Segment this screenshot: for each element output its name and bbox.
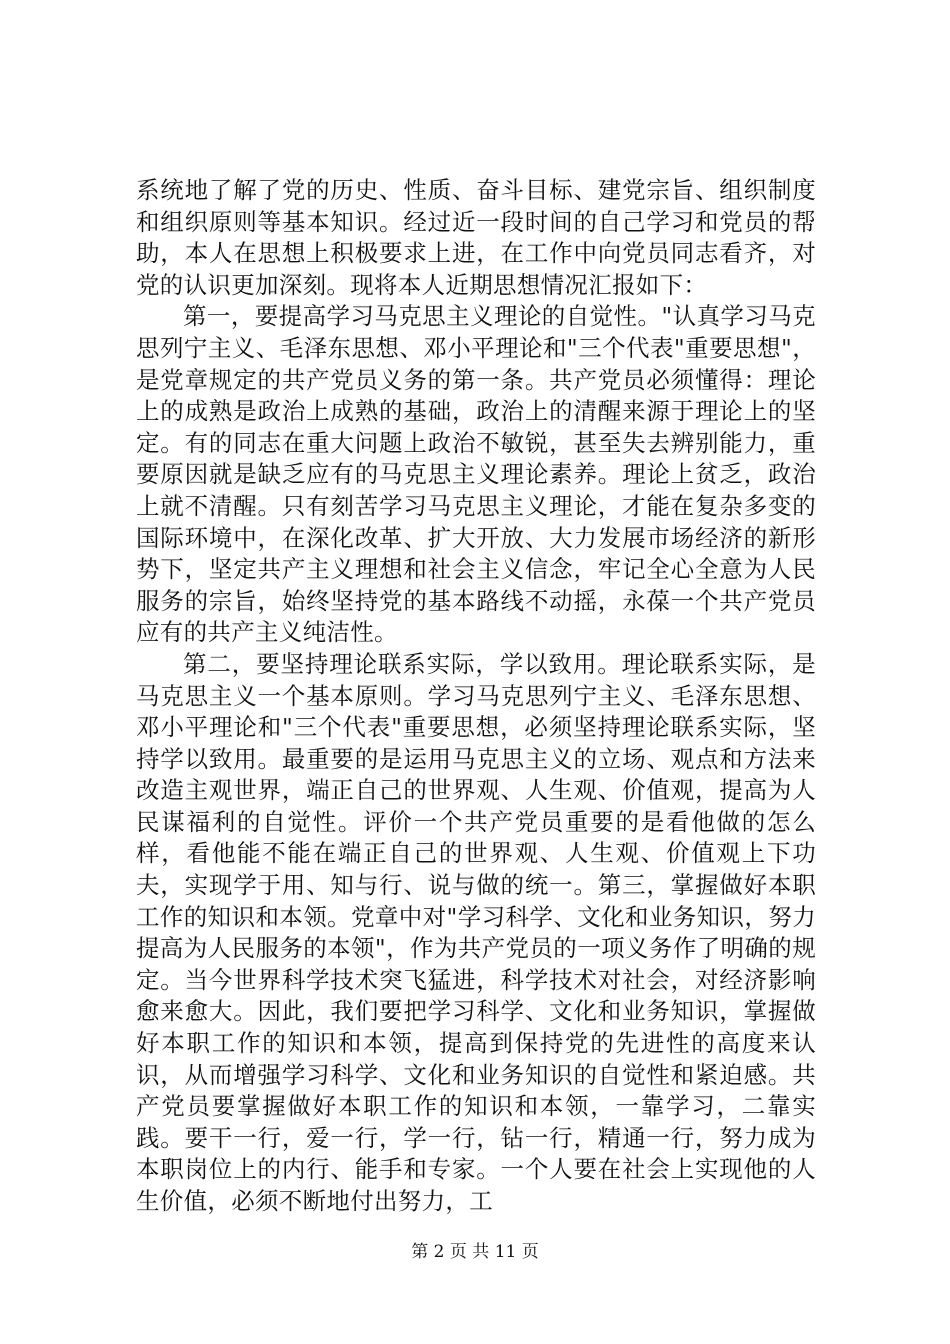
- page-number: 第 2 页 共 11 页: [411, 1242, 539, 1262]
- paragraph-intro: 系统地了解了党的历史、性质、奋斗目标、建党宗旨、组织制度和组织原则等基本知识。经过近一段时间的自己学习和党员的帮助，本人在思想上积极要求上进，在工作中向党员同志看齐，对党的认识更加深刻。现将本人近期思想情况汇报如下：: [136, 176, 816, 299]
- paragraph-first-point: 第一，要提高学习马克思主义理论的自觉性。"认真学习马克思列宁主义、毛泽东思想、邓小平理论和"三个代表"重要思想"，是党章规定的共产党员义务的第一条。共产党员必须懂得：理论上的成熟是政治上成熟的基础，政治上的清醒来源于理论上的坚定。有的同志在重大问题上政治不敏锐，甚至失去辨别能力，重要原因就是缺乏应有的马克思主义理论素养。理论上贫乏，政治上就不清醒。只有刻苦学习马克思主义理论，才能在复杂多变的国际环境中，在深化改革、扩大开放、大力发展市场经济的新形势下，坚定共产主义理想和社会主义信念，牢记全心全意为人民服务的宗旨，始终坚持党的基本路线不动摇，永葆一个共产党员应有的共产主义纯洁性。: [136, 302, 816, 647]
- paragraph-second-point: 第二，要坚持理论联系实际，学以致用。理论联系实际，是马克思主义一个基本原则。学习马克思列宁主义、毛泽东思想、邓小平理论和"三个代表"重要思想，必须坚持理论联系实际，坚持学以致用。最重要的是运用马克思主义的立场、观点和方法来改造主观世界，端正自己的世界观、人生观、价值观，提高为人民谋福利的自觉性。评价一个共产党员重要的是看他做的怎么样，看他能不能在端正自己的世界观、人生观、价值观上下功夫，实现学于用、知与行、说与做的统一。第三，掌握做好本职工作的知识和本领。党章中对"学习科学、文化和业务知识，努力提高为人民服务的本领"，作为共产党员的一项义务作了明确的规定。当今世界科学技术突飞猛进，科学技术对社会，对经济影响愈来愈大。因此，我们要把学习科学、文化和业务知识，掌握做好本职工作的知识和本领，提高到保持党的先进性的高度来认识，从而增强学习科学、文化和业务知识的自觉性和紧迫感。共产党员要掌握做好本职工作的知识和本领，一靠学习，二靠实践。要干一行，爱一行，学一行，钻一行，精通一行，努力成为本职岗位上的内行、能手和专家。一个人要在社会上实现他的人生价值，必须不断地付出努力，工: [136, 649, 816, 1215]
- page-footer: [0, 1241, 950, 1263]
- document-body: [136, 175, 816, 1218]
